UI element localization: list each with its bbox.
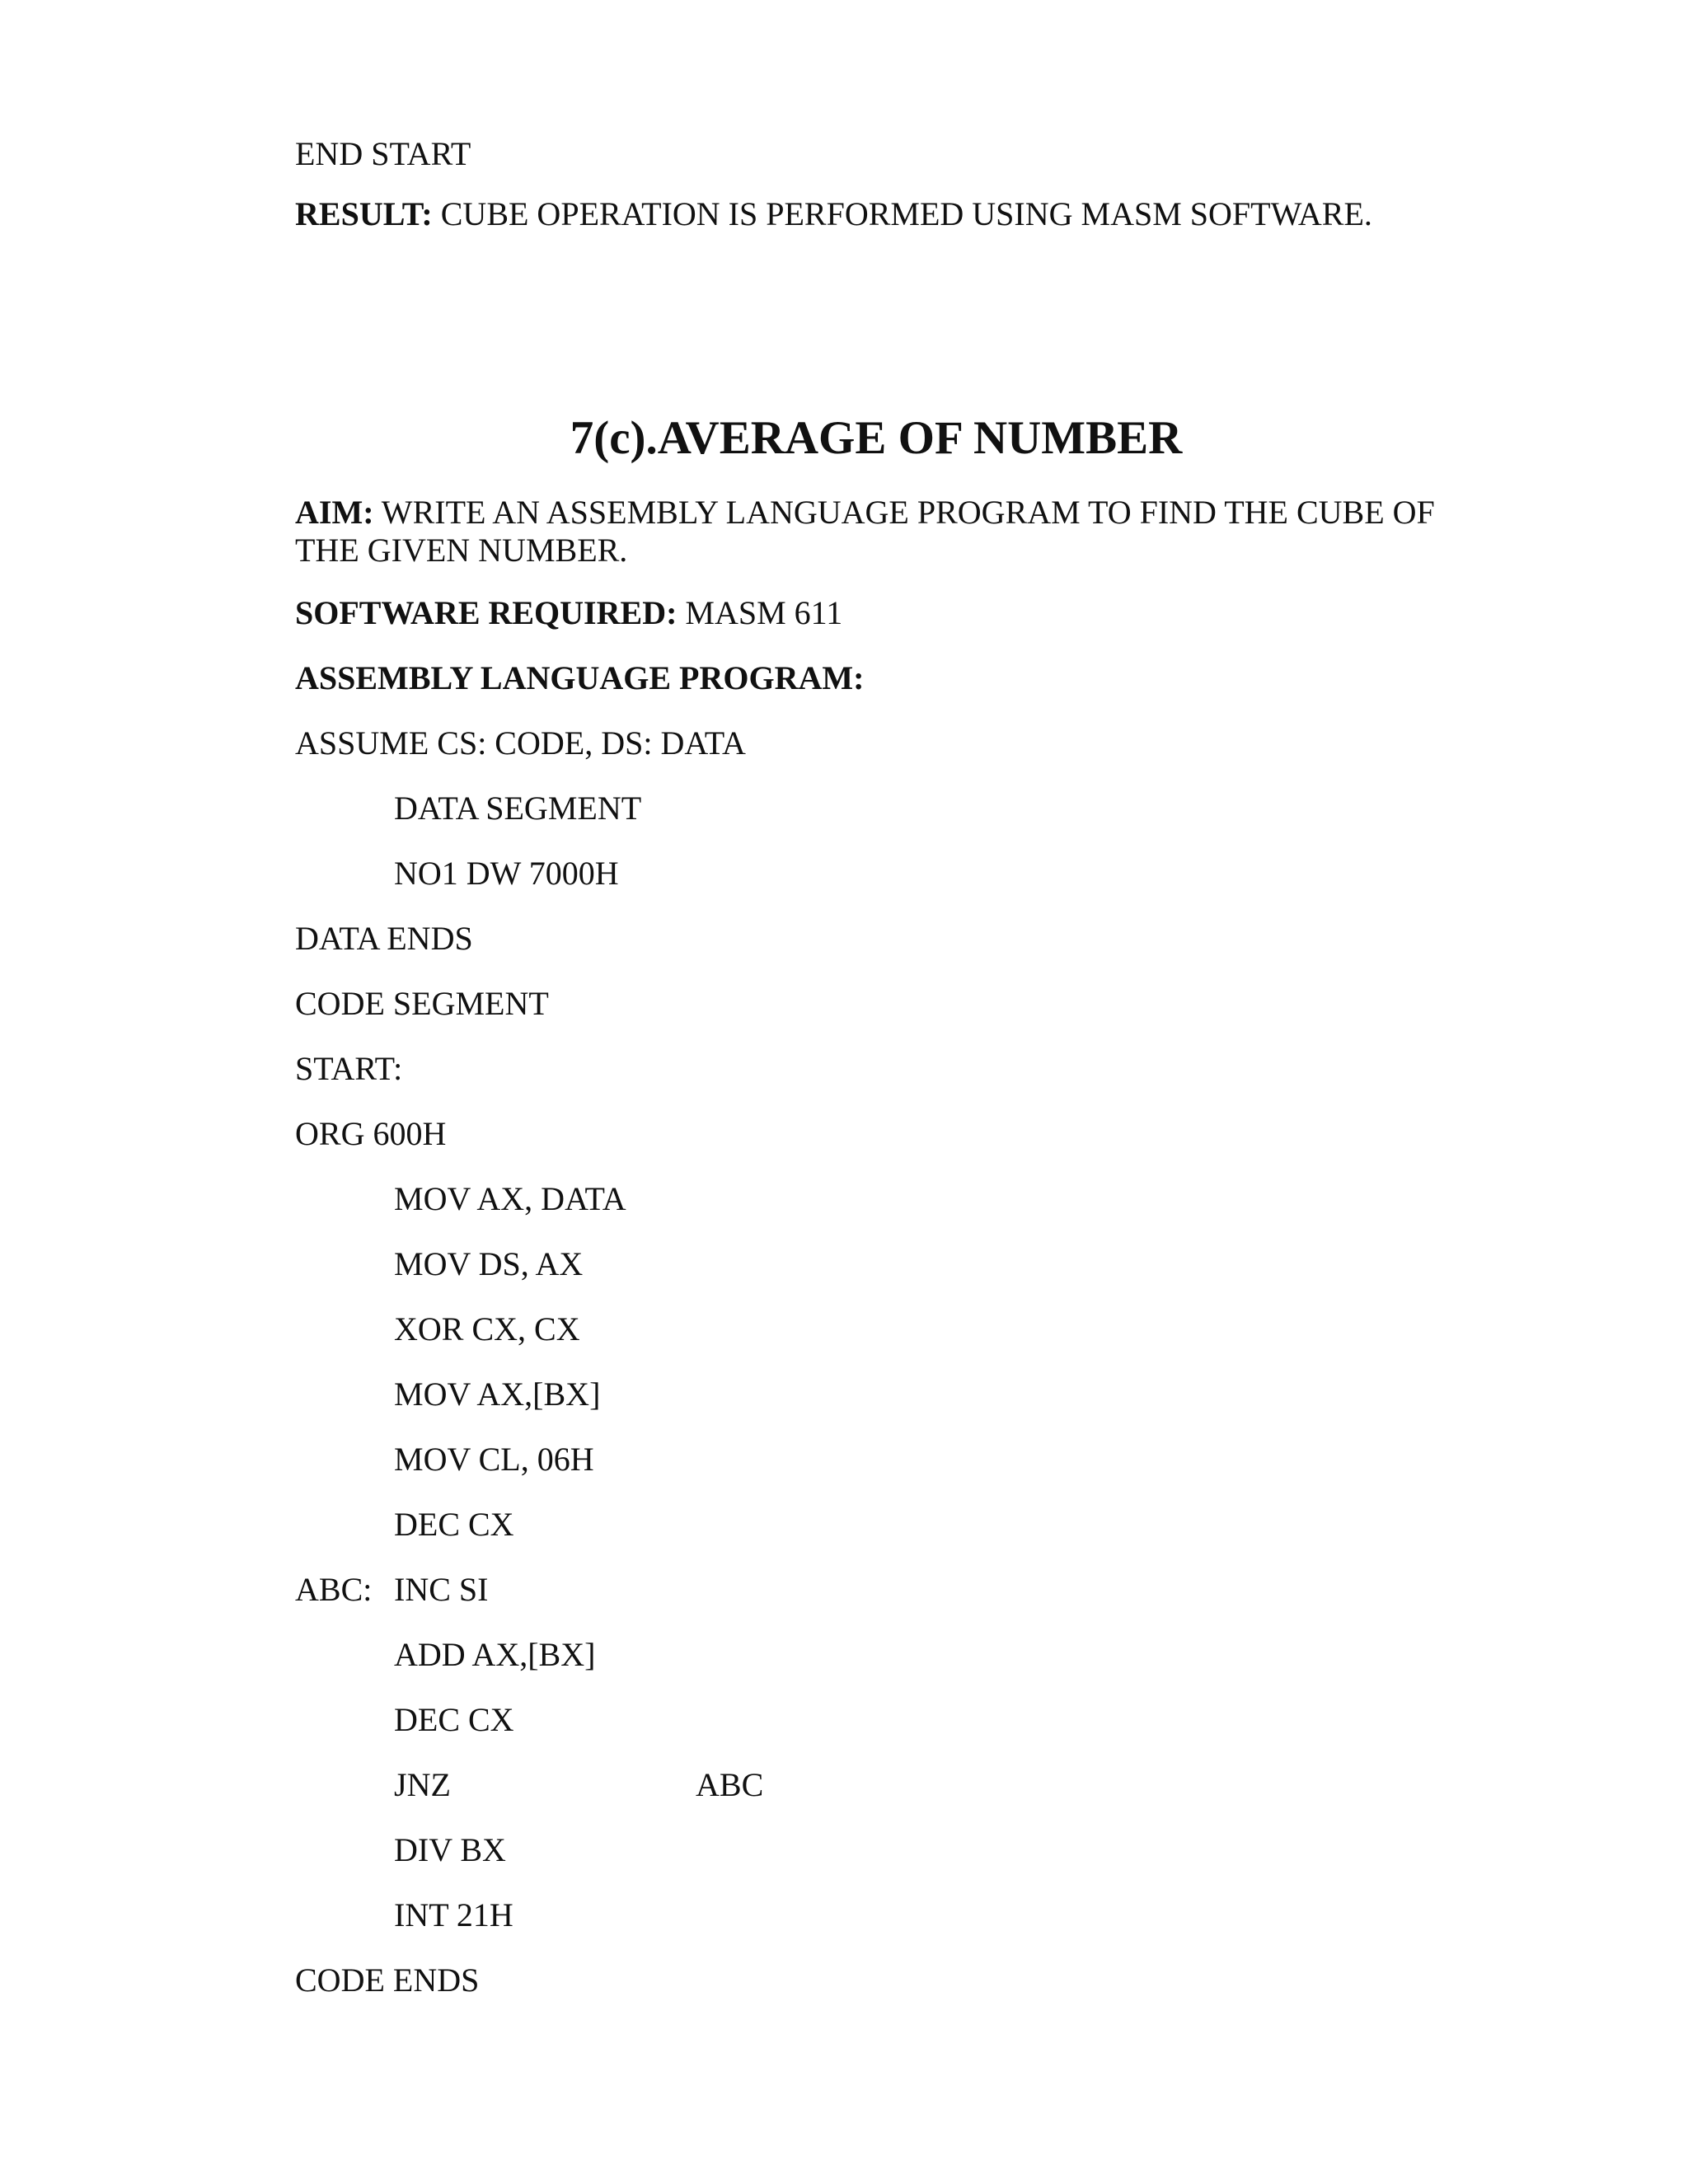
aim-paragraph bbox=[295, 494, 1449, 569]
code-line-mov-cl: MOV CL, 06H bbox=[394, 1441, 594, 1478]
code-line-xor-cx: XOR CX, CX bbox=[394, 1310, 580, 1347]
end-start-line: END START bbox=[295, 135, 471, 172]
code-line-abc bbox=[295, 1570, 488, 1610]
software-text: MASM 611 bbox=[677, 594, 843, 631]
code-line-data-ends: DATA ENDS bbox=[295, 920, 473, 957]
aim-text: WRITE AN ASSEMBLY LANGUAGE PROGRAM TO FIND THE CUBE OF THE GIVEN NUMBER. bbox=[295, 494, 1435, 569]
code-line-mov-ax-bx: MOV AX,[BX] bbox=[394, 1376, 601, 1413]
result-line bbox=[295, 194, 1372, 234]
inc-si: INC SI bbox=[394, 1571, 489, 1608]
code-line-org: ORG 600H bbox=[295, 1115, 447, 1152]
section-title: 7(c).AVERAGE OF NUMBER bbox=[570, 412, 1183, 464]
software-label: SOFTWARE REQUIRED: bbox=[295, 594, 678, 631]
code-line-start: START: bbox=[295, 1050, 403, 1087]
code-line-code-segment: CODE SEGMENT bbox=[295, 985, 549, 1022]
jnz-target: ABC bbox=[696, 1766, 764, 1803]
code-line-add-ax-bx: ADD AX,[BX] bbox=[394, 1636, 596, 1673]
code-line-mov-ax-data: MOV AX, DATA bbox=[394, 1180, 626, 1217]
code-line-dec-cx-2: DEC CX bbox=[394, 1701, 514, 1738]
result-text: CUBE OPERATION IS PERFORMED USING MASM SOFTWARE. bbox=[432, 195, 1372, 232]
code-line-dec-cx-1: DEC CX bbox=[394, 1506, 514, 1543]
code-line-mov-ds-ax: MOV DS, AX bbox=[394, 1245, 584, 1282]
software-required-line bbox=[295, 593, 842, 633]
code-line-assume: ASSUME CS: CODE, DS: DATA bbox=[295, 724, 746, 762]
code-line-int-21h: INT 21H bbox=[394, 1896, 513, 1933]
aim-label: AIM: bbox=[295, 494, 374, 531]
abc-label: ABC: bbox=[295, 1571, 373, 1608]
code-line-data-segment: DATA SEGMENT bbox=[394, 790, 642, 827]
program-heading: ASSEMBLY LANGUAGE PROGRAM: bbox=[295, 659, 865, 696]
jnz-opcode: JNZ bbox=[394, 1766, 451, 1803]
code-line-div-bx: DIV BX bbox=[394, 1831, 506, 1868]
code-line-jnz bbox=[394, 1765, 763, 1805]
code-line-code-ends: CODE ENDS bbox=[295, 1961, 480, 1999]
code-line-no1: NO1 DW 7000H bbox=[394, 855, 619, 892]
result-label: RESULT: bbox=[295, 195, 433, 232]
